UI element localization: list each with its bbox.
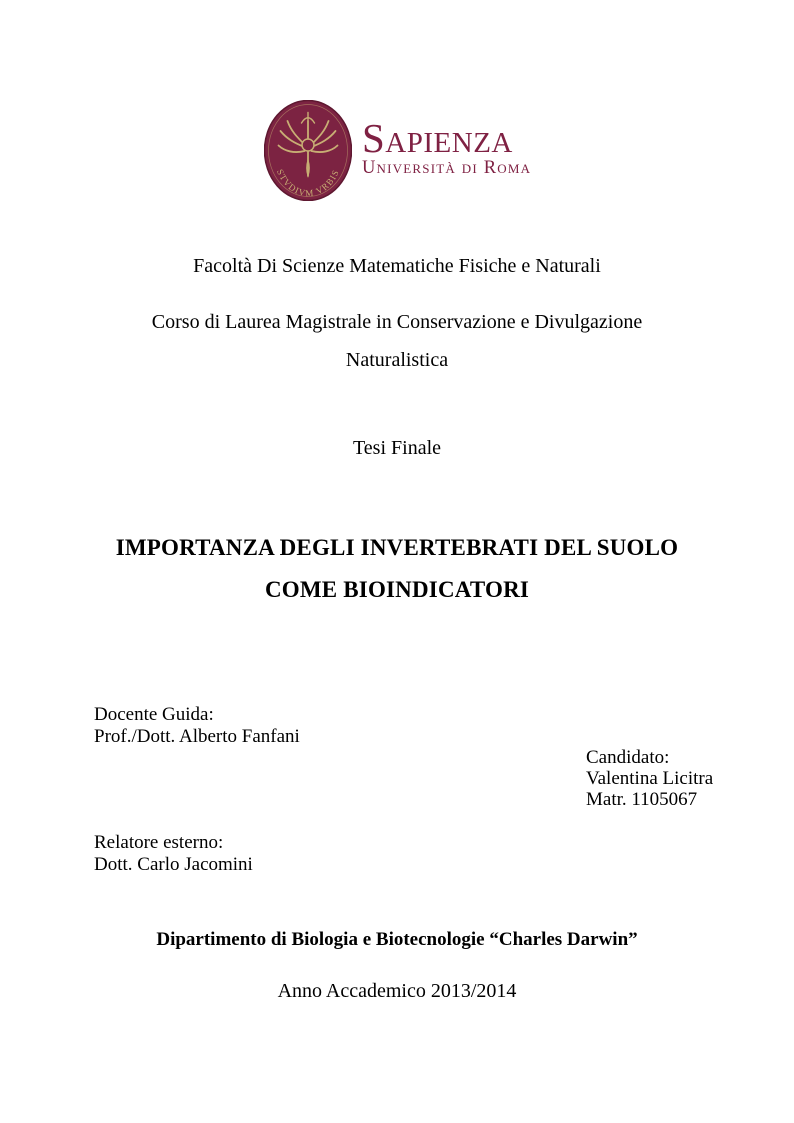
department-line: Dipartimento di Biologia e Biotecnologie “Charles Darwin”	[156, 929, 638, 950]
logo-wordmark	[362, 100, 531, 178]
external-advisor-label: Relatore esterno:	[94, 832, 224, 853]
candidate-label: Candidato:	[586, 747, 670, 768]
candidate-matricola: Matr. 1105067	[586, 789, 698, 810]
thesis-title-line-1: IMPORTANZA DEGLI INVERTEBRATI DEL SUOLO	[115, 535, 679, 560]
sapienza-logo	[264, 100, 531, 201]
logo-wordmark-text: Sapienza	[362, 115, 513, 161]
advisor-name: Prof./Dott. Alberto Fanfani	[94, 726, 300, 747]
faculty-line: Facoltà Di Scienze Matematiche Fisiche e Naturali	[193, 255, 601, 277]
advisor-label: Docente Guida:	[94, 704, 214, 725]
candidate-name: Valentina Licitra	[586, 768, 714, 789]
course-line-2: Naturalistica	[345, 349, 449, 371]
candidate-block	[586, 747, 713, 810]
thesis-title-line-2: COME BIOINDICATORI	[264, 577, 530, 602]
advisor-block	[94, 704, 300, 748]
academic-year-line: Anno Accademico 2013/2014	[277, 980, 517, 1002]
logo-subtitle: Università di Roma	[362, 158, 532, 178]
external-advisor-block	[94, 832, 253, 876]
external-advisor-name: Dott. Carlo Jacomini	[94, 854, 253, 875]
crest-motto: STVDIVM VRBIS	[274, 167, 342, 199]
thesis-type-line: Tesi Finale	[352, 437, 442, 459]
course-line-1: Corso di Laurea Magistrale in Conservazione e Divulgazione	[151, 311, 643, 333]
crest-face-icon	[302, 139, 314, 151]
sapienza-crest-icon	[264, 100, 352, 201]
